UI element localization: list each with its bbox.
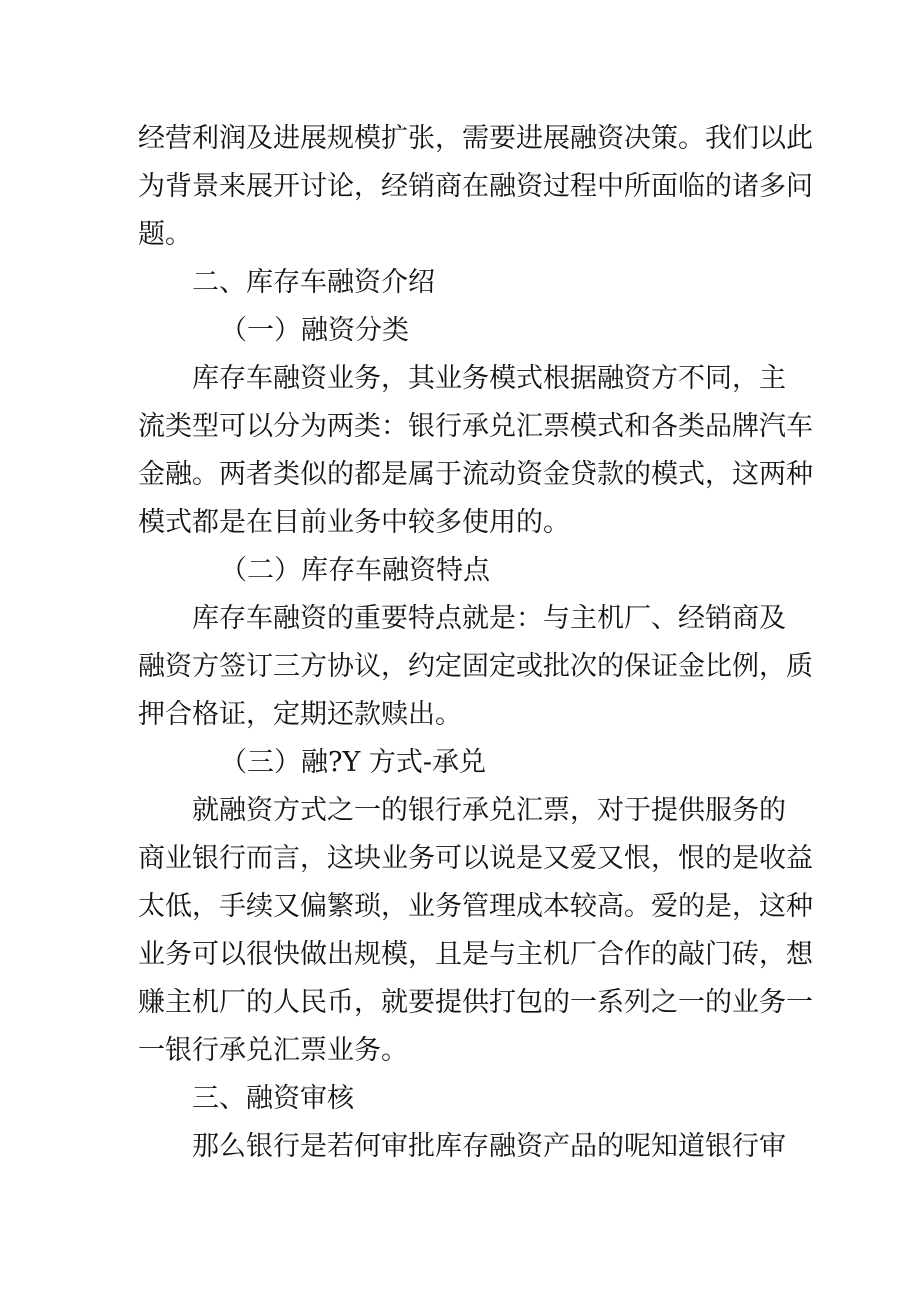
text-line: 就融资方式之一的银行承兑汇票，对于提供服务的	[192, 795, 786, 826]
text-line: 太低，手续又偏繁琐，业务管理成本较高。爱的是，这种	[138, 891, 813, 922]
text-line: 金融。两者类似的都是属于流动资金贷款的模式，这两种	[138, 459, 813, 490]
text-line: 融资方签订三方协议，约定固定或批次的保证金比例，质	[138, 651, 813, 682]
text-line: 一银行承兑汇票业务。	[138, 1035, 408, 1066]
section-heading: 三、融资审核	[192, 1083, 354, 1114]
subsection-heading: （三）融?Y 方式-承兑	[220, 747, 487, 778]
text-line: 业务可以很快做出规模，且是与主机厂合作的敲门砖，想	[138, 939, 813, 970]
text-line: 押合格证，定期还款赎出。	[138, 699, 462, 730]
subsection-heading: （一）融资分类	[220, 315, 409, 346]
text-line: 那么银行是若何审批库存融资产品的呢知道银行审	[192, 1131, 786, 1162]
text-line: 库存车融资业务，其业务模式根据融资方不同，主	[192, 363, 786, 394]
text-line: 题。	[138, 219, 192, 250]
subsection-heading: （二）库存车融资特点	[220, 555, 490, 586]
text-line: 流类型可以分为两类：银行承兑汇票模式和各类品牌汽车	[138, 411, 813, 442]
section-heading: 二、库存车融资介绍	[192, 267, 435, 298]
text-line: 商业银行而言，这块业务可以说是又爱又恨，恨的是收益	[138, 843, 813, 874]
text-line: 模式都是在目前业务中较多使用的。	[138, 507, 570, 538]
text-line: 赚主机厂的人民币，就要提供打包的一系列之一的业务一	[138, 987, 813, 1018]
text-line: 库存车融资的重要特点就是：与主机厂、经销商及	[192, 603, 786, 634]
text-line: 为背景来展开讨论，经销商在融资过程中所面临的诸多问	[138, 171, 813, 202]
text-line: 经营利润及进展规模扩张，需要进展融资决策。我们以此	[138, 123, 813, 154]
